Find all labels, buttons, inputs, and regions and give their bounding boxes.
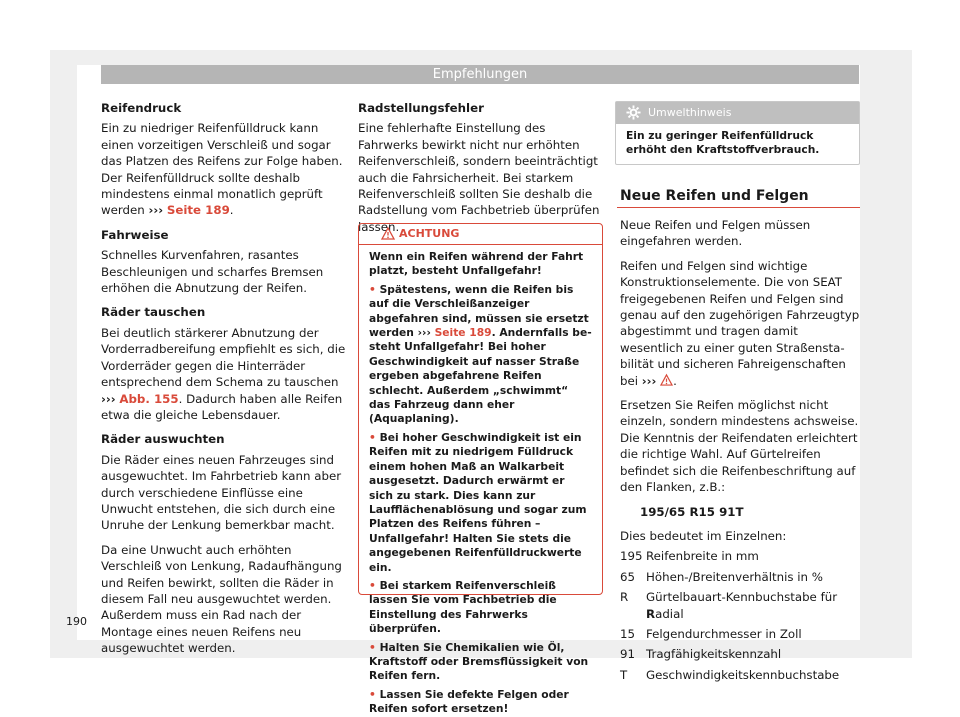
arrow-ref: ››› <box>417 326 431 340</box>
text-end: . Andernfalls besteht Unfallgefahr! Bei hoher Geschwindigkeit auf nasser Straße ergeben abgefahrene Reifen schlecht. Außerdem „schwimmt“ das Fahrzeug dann eher (Aquaplaning). <box>369 326 592 426</box>
paragraph-radstellungsfehler: Eine fehlerhafte Einstellung des Fahrwerks bewirkt nicht nur erhöhten Reifenverschleiß, sondern beeinträchtigt auch die Fahrsicherheit. Bei starkem Reifenverschleiß sollten Sie deshalb die Radstellung vom Fachbetrieb überprüfen lassen. <box>358 121 600 234</box>
warning-item <box>369 641 592 684</box>
tyre-code-example: 195/65 R15 91T <box>640 504 744 519</box>
heading-auswuchten: Räder auswuchten <box>101 432 225 447</box>
environment-note-text: Ein zu geringer Reifenfülldruck erhöht den Kraftstoffverbrauch. <box>626 129 820 157</box>
middle-column <box>358 100 603 243</box>
code-key: T <box>620 667 628 682</box>
warning-intro: Wenn ein Reifen während der Fahrt platzt, besteht Unfallgefahr! <box>369 250 584 278</box>
heading-fahrweise: Fahrweise <box>101 227 169 242</box>
arrow-ref: ››› <box>148 203 164 218</box>
warning-item <box>369 431 592 575</box>
bullet: • <box>369 578 376 592</box>
text: Ein zu niedriger Reifenfülldruck kann einen vorzeitigen Verschleiß und sogar das Platzen des Reifens zur Folge haben. Der Reifenfülldruck sollte deshalb mindestens einmal monatlich geprüft werden <box>101 121 343 218</box>
paragraph-auswuchten-2: Da eine Unwucht auch erhöhten Verschleiß von Lenkung, Radaufhängung und Reifen bewirkt, sollten die Räder in diesem Fall neu ausgewuchtet werden. Außerdem muss ein Rad nach der Montage eines neuen Reifens neu ausgewuchtet werden. <box>101 542 342 656</box>
table-row <box>620 667 860 687</box>
text: Bei hoher Geschwindigkeit ist ein Reifen mit zu niedrigem Fülldruck einem hohen Maß an Walkarbeit ausgesetzt. Dadurch erwärmt er sich zu stark. Dies kann zur Laufflächenablösung und sogar zum Platzen des Reifens führen – Unfallgefahr! Halten Sie stets die angegebenen Reifenfülldruckwerte ein. <box>369 430 587 574</box>
warning-item <box>369 283 592 427</box>
text: Lassen Sie defekte Felgen oder Reifen sofort ersetzen! <box>369 687 569 716</box>
link-seite-189[interactable]: Seite 189 <box>434 326 492 340</box>
paragraph-reifendruck <box>101 120 346 218</box>
environment-note-header <box>616 102 859 124</box>
warning-item <box>369 688 592 717</box>
section-divider <box>617 207 860 208</box>
code-value: Geschwindigkeitskennbuchstabe <box>646 667 840 682</box>
code-value: Reifenbreite in mm <box>646 549 759 564</box>
bullet: • <box>369 640 376 654</box>
warning-triangle-icon <box>381 227 395 240</box>
warning-triangle-icon[interactable] <box>660 374 673 386</box>
bullet: • <box>369 687 376 701</box>
table-row <box>620 589 860 626</box>
text-end: . <box>229 203 234 218</box>
text-end: . Dadurch haben alle Reifen etwa die gleiche Lebensdauer. <box>101 391 343 422</box>
paragraph-bedeutung: Dies bedeutet im Einzelnen: <box>620 528 787 543</box>
text: Bei deutlich stärkerer Abnutzung der Vorderradbereifung empfiehlt es sich, die Vorderräder gegen die Hinterräder entsprechend dem Schema zu tauschen <box>101 325 346 390</box>
table-row <box>620 626 860 646</box>
warning-header <box>359 224 602 245</box>
section-title: Neue Reifen und Felgen <box>620 188 809 204</box>
section-banner: Empfehlungen <box>101 65 859 84</box>
paragraph-fahrweise: Schnelles Kurvenfahren, rasantes Beschleunigen und scharfes Bremsen erhöhen die Abnutzung der Reifen. <box>101 248 324 296</box>
paragraph-konstruktion <box>620 258 860 389</box>
warning-item <box>369 579 592 637</box>
code-value-rest: adial <box>655 606 684 621</box>
link-abb-155[interactable]: Abb. 155 <box>119 391 179 406</box>
text-end: . <box>673 373 677 388</box>
right-column <box>620 217 860 687</box>
page-number: 190 <box>66 615 87 628</box>
text: Halten Sie Chemikalien wie Öl, Kraftstoff oder Bremsflüssigkeit von Reifen fern. <box>369 640 589 683</box>
code-key: 65 <box>620 569 636 584</box>
code-value: Höhen-/Breitenverhältnis in % <box>646 569 823 584</box>
paragraph-raeder-tauschen <box>101 325 346 423</box>
code-value-cell <box>646 589 860 626</box>
code-value: Felgendurchmesser in Zoll <box>646 626 802 641</box>
paragraph-ersetzen: Ersetzen Sie Reifen möglichst nicht einzeln, sondern mindestens achsweise. Die Kenntnis der Reifendaten erleichtert die richtige Wahl. Auf Gürtelreifen befindet sich die Reifenbeschriftung auf den Flanken, z.B.: <box>620 398 859 495</box>
paragraph-auswuchten-1: Die Räder eines neuen Fahrzeuges sind ausgewuchtet. Im Fahrbetrieb kann aber durch verschiedene Einflüsse eine Unwucht entstehen, die sich durch eine Unruhe der Lenkung bemerkbar macht. <box>101 452 342 533</box>
warning-box <box>358 223 603 716</box>
table-row <box>620 569 860 589</box>
warning-title: ACHTUNG <box>399 227 460 240</box>
table-row <box>620 548 860 568</box>
tyre-code-table <box>620 548 860 687</box>
code-key: R <box>620 590 629 605</box>
table-row <box>620 646 860 666</box>
code-value: Gürtelbauart-Kennbuchstabe für <box>646 590 838 605</box>
heading-raeder-tauschen: Räder tauschen <box>101 305 206 320</box>
arrow-ref: ››› <box>641 373 657 388</box>
environment-note-title: Umwelthinweis <box>648 106 732 119</box>
code-key: 15 <box>620 626 636 641</box>
heading-reifendruck: Reifendruck <box>101 101 182 115</box>
text: Spätestens, wenn die Reifen bis auf die Verschleißanzeiger abgefahren sind, müssen sie ersetzt werden <box>369 282 589 340</box>
code-key: 195 <box>620 549 643 564</box>
left-column <box>101 100 346 665</box>
environment-note-box <box>615 101 860 165</box>
text: Bei starkem Reifenverschleiß lassen Sie vom Fachbetrieb die Einstellung des Fahrwerks überprüfen. <box>369 578 557 636</box>
environment-gear-icon <box>626 105 641 120</box>
bullet: • <box>369 430 376 444</box>
text: Reifen und Felgen sind wichtige Konstruktionselemente. Die von SEAT freigegebenen Reifen und Felgen sind genau auf den zugehörigen Fahrzeugtyp abgestimmt und tragen damit wesentlich zu einer guten Straßenstabilität und sicheren Fahreigenschaften bei <box>620 258 860 388</box>
code-value: Tragfähigkeitskennzahl <box>646 647 782 662</box>
bullet: • <box>369 282 376 296</box>
arrow-ref: ››› <box>101 391 116 406</box>
code-value-bold: R <box>646 606 656 621</box>
heading-radstellungsfehler: Radstellungsfehler <box>358 101 484 115</box>
warning-body <box>359 245 602 717</box>
code-key: 91 <box>620 647 636 662</box>
link-seite-189[interactable]: Seite 189 <box>166 203 230 218</box>
paragraph-einfahren: Neue Reifen und Felgen müssen eingefahren werden. <box>620 218 811 249</box>
